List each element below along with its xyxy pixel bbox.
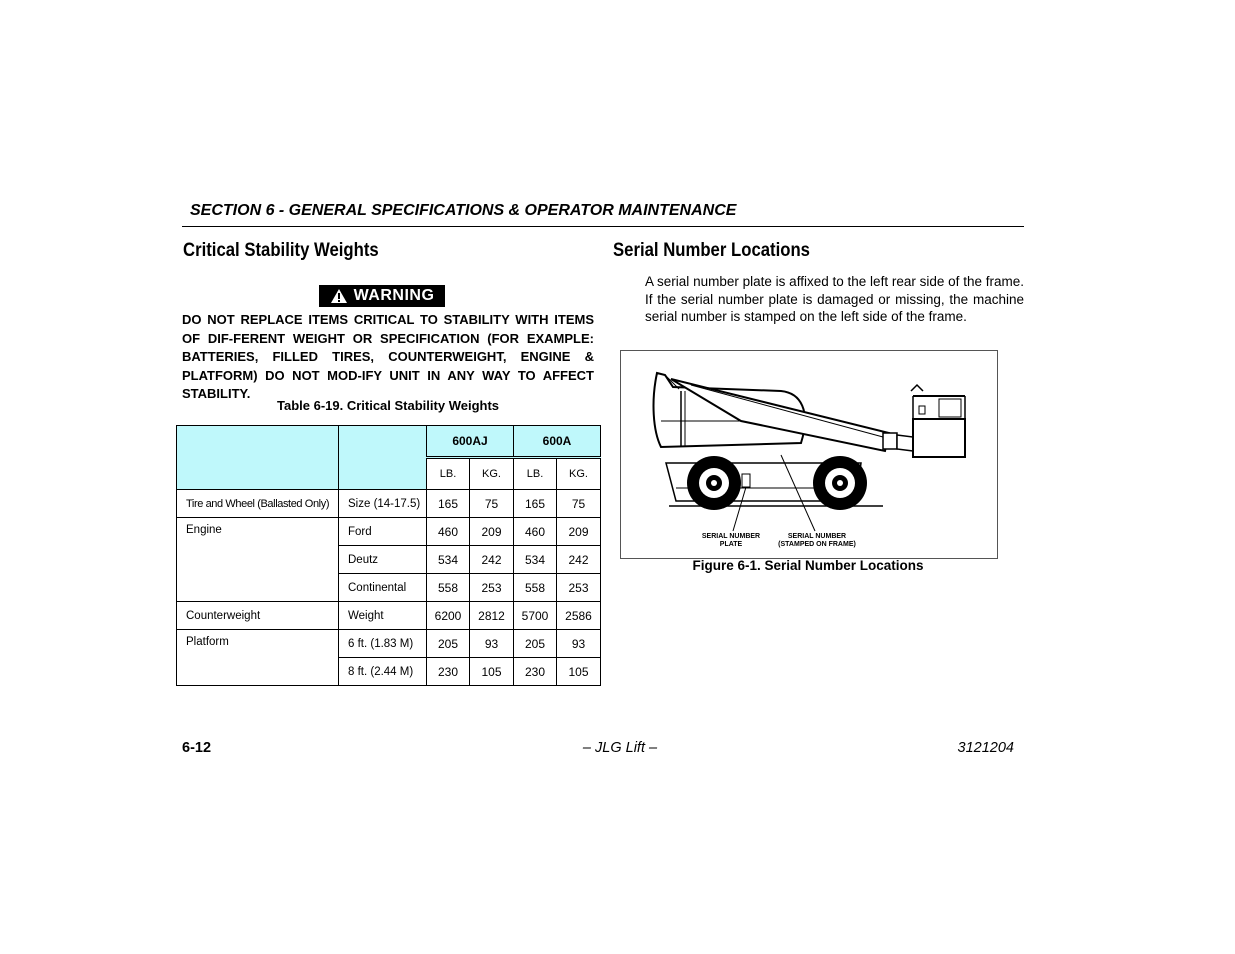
table-cell-value: 460: [514, 518, 557, 546]
table-cell-value: 105: [470, 658, 514, 686]
table-cell-value: 253: [470, 574, 514, 602]
header-rule: [182, 226, 1024, 227]
table-cell-spec: 6 ft. (1.83 M): [339, 630, 427, 658]
table-cell-value: 558: [514, 574, 557, 602]
table-cell-spec: Deutz: [339, 546, 427, 574]
table-row: [177, 490, 601, 518]
table-cell-item: Tire and Wheel (Ballasted Only): [177, 490, 339, 518]
warning-text: DO NOT REPLACE ITEMS CRITICAL TO STABILITY WITH ITEMS OF DIF-FERENT WEIGHT OR SPECIFICATION (FOR EXAMPLE: BATTERIES, FILLED TIRES, COUNTERWEIGHT, ENGINE & PLATFORM) DO NOT MOD-IFY UNIT IN ANY WAY TO AFFECT STABILITY.: [182, 312, 594, 401]
warning-label-box: [319, 285, 445, 307]
heading-serial-number-locations: Serial Number Locations: [613, 240, 810, 261]
table-header-unit: LB.: [427, 458, 470, 490]
serial-number-paragraph: A serial number plate is affixed to the left rear side of the frame. If the serial number plate is damaged or missing, the machine serial number is stamped on the left side of the frame.: [645, 274, 1024, 324]
table-row: [177, 602, 601, 630]
table-cell-value: 2812: [470, 602, 514, 630]
table-cell-value: 534: [427, 546, 470, 574]
table-cell-value: 205: [427, 630, 470, 658]
rear-wheel: [687, 456, 741, 510]
table-header-unit: LB.: [514, 458, 557, 490]
section-header: SECTION 6 - GENERAL SPECIFICATIONS & OPERATOR MAINTENANCE: [190, 202, 737, 219]
table-cell-value: 205: [514, 630, 557, 658]
table-header-blank-item: [177, 426, 339, 490]
table-cell-spec: Size (14-17.5): [339, 490, 427, 518]
table-cell-spec: Ford: [339, 518, 427, 546]
table-cell-value: 230: [427, 658, 470, 686]
table-cell-spec: Weight: [339, 602, 427, 630]
table-row: [177, 630, 601, 658]
serial-plate-marker: [742, 474, 750, 487]
serial-number-figure: [620, 350, 998, 559]
table-cell-value: 5700: [514, 602, 557, 630]
table-cell-value: 93: [557, 630, 601, 658]
table-cell-value: 209: [557, 518, 601, 546]
table-header-model: 600A: [514, 426, 601, 458]
table-cell-item: Platform: [177, 630, 339, 686]
table-cell-value: 242: [557, 546, 601, 574]
table-cell-value: 93: [470, 630, 514, 658]
table-header-unit: KG.: [557, 458, 601, 490]
table-cell-value: 558: [427, 574, 470, 602]
table-cell-value: 230: [514, 658, 557, 686]
boom-lift-illustration: [621, 351, 997, 558]
table-title: Table 6-19. Critical Stability Weights: [276, 398, 500, 413]
table-cell-item: Engine: [177, 518, 339, 602]
table-header-unit: KG.: [470, 458, 514, 490]
figure-caption: Figure 6-1. Serial Number Locations: [692, 558, 924, 573]
table-cell-value: 6200: [427, 602, 470, 630]
table-cell-value: 242: [470, 546, 514, 574]
warning-label: WARNING: [353, 287, 435, 304]
table-cell-value: 165: [427, 490, 470, 518]
table-cell-value: 209: [470, 518, 514, 546]
callout-plate-line2: PLATE: [719, 541, 743, 548]
callout-plate-line1: SERIAL NUMBER: [701, 533, 761, 540]
table-cell-item: Counterweight: [177, 602, 339, 630]
table-cell-value: 460: [427, 518, 470, 546]
callout-frame-line2: (STAMPED ON FRAME): [778, 541, 856, 548]
table-cell-value: 165: [514, 490, 557, 518]
table-cell-value: 534: [514, 546, 557, 574]
table-cell-value: 2586: [557, 602, 601, 630]
table-cell-spec: Continental: [339, 574, 427, 602]
page-number: 6-12: [182, 740, 212, 756]
callout-frame-line1: SERIAL NUMBER: [787, 533, 847, 540]
warning-triangle-icon: [330, 288, 348, 304]
table-cell-value: 253: [557, 574, 601, 602]
critical-stability-table: [176, 425, 601, 686]
table-header-blank-spec: [339, 426, 427, 490]
footer-brand: – JLG Lift –: [582, 740, 658, 756]
document-number: 3121204: [957, 740, 1014, 756]
table-cell-value: 105: [557, 658, 601, 686]
table-header-model: 600AJ: [427, 426, 514, 458]
table-cell-value: 75: [470, 490, 514, 518]
heading-critical-stability: Critical Stability Weights: [183, 240, 379, 261]
table-cell-value: 75: [557, 490, 601, 518]
table-cell-spec: 8 ft. (2.44 M): [339, 658, 427, 686]
table-row: [177, 518, 601, 546]
front-wheel: [813, 456, 867, 510]
